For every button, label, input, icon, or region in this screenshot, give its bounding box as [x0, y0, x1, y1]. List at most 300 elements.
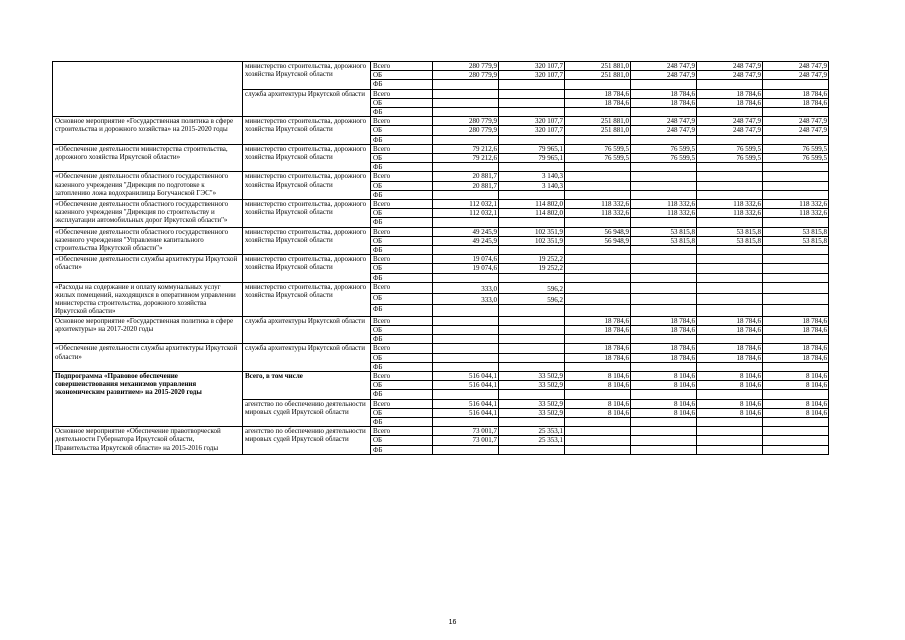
amount-cell: 3 140,3	[499, 172, 565, 181]
amount-cell: 516 044,1	[433, 408, 499, 417]
amount-cell	[499, 246, 565, 255]
amount-cell	[763, 282, 829, 293]
amount-cell: 596,2	[499, 282, 565, 293]
measure-name-cell: «Обеспечение деятельности службы архитектуры Иркутской области»	[53, 344, 243, 372]
funding-source-cell: ФБ	[371, 80, 433, 89]
amount-cell: 248 747,9	[631, 117, 697, 126]
budget-table-body	[53, 62, 829, 455]
funding-source-cell: ФБ	[371, 362, 433, 371]
amount-cell	[763, 135, 829, 144]
funding-source-cell: ФБ	[371, 445, 433, 454]
amount-cell: 248 747,9	[763, 71, 829, 80]
page-number: 16	[448, 619, 457, 626]
amount-cell	[763, 294, 829, 305]
funding-source-cell: ОБ	[371, 353, 433, 362]
amount-cell	[565, 264, 631, 273]
amount-cell	[433, 335, 499, 344]
amount-cell: 53 815,8	[697, 227, 763, 236]
amount-cell	[697, 172, 763, 181]
measure-name-cell: «Обеспечение деятельности областного государственного казенного учреждения "Управление капитального строительства Иркутской области"»	[53, 227, 243, 255]
amount-cell: 118 332,6	[697, 200, 763, 209]
amount-cell: 76 599,5	[565, 144, 631, 153]
amount-cell: 76 599,5	[763, 144, 829, 153]
amount-cell: 33 502,9	[499, 381, 565, 390]
amount-cell: 49 245,9	[433, 227, 499, 236]
amount-cell: 18 784,6	[565, 325, 631, 334]
amount-cell	[499, 316, 565, 325]
amount-cell	[763, 436, 829, 445]
amount-cell	[763, 305, 829, 316]
amount-cell: 280 779,9	[433, 62, 499, 71]
amount-cell: 76 599,5	[565, 154, 631, 163]
amount-cell	[499, 325, 565, 334]
amount-cell: 73 001,7	[433, 427, 499, 436]
amount-cell	[763, 273, 829, 282]
amount-cell	[697, 362, 763, 371]
amount-cell: 18 784,6	[697, 98, 763, 107]
amount-cell: 3 140,3	[499, 181, 565, 190]
amount-cell: 118 332,6	[631, 209, 697, 218]
amount-cell: 18 784,6	[631, 98, 697, 107]
amount-cell: 8 104,6	[763, 371, 829, 380]
amount-cell: 102 351,9	[499, 227, 565, 236]
amount-cell: 8 104,6	[697, 371, 763, 380]
amount-cell	[565, 436, 631, 445]
amount-cell	[697, 190, 763, 199]
amount-cell: 8 104,6	[565, 399, 631, 408]
amount-cell	[697, 80, 763, 89]
amount-cell	[631, 80, 697, 89]
amount-cell	[631, 294, 697, 305]
amount-cell	[763, 80, 829, 89]
amount-cell: 8 104,6	[565, 371, 631, 380]
amount-cell: 18 784,6	[565, 98, 631, 107]
amount-cell	[433, 218, 499, 227]
amount-cell: 25 353,1	[499, 427, 565, 436]
amount-cell	[433, 417, 499, 426]
amount-cell	[433, 190, 499, 199]
amount-cell: 596,2	[499, 294, 565, 305]
amount-cell	[763, 427, 829, 436]
funding-source-cell: ОБ	[371, 71, 433, 80]
amount-cell	[499, 89, 565, 98]
amount-cell	[565, 445, 631, 454]
funding-source-cell: Всего	[371, 227, 433, 236]
funding-source-cell: Всего	[371, 282, 433, 293]
amount-cell: 18 784,6	[565, 353, 631, 362]
amount-cell	[499, 98, 565, 107]
amount-cell: 18 784,6	[763, 89, 829, 98]
amount-cell	[565, 181, 631, 190]
amount-cell	[433, 273, 499, 282]
amount-cell: 53 815,8	[631, 227, 697, 236]
measure-name-cell: Основное мероприятие «Государственная политика в сфере архитектуры» на 2017-2020 годы	[53, 316, 243, 344]
amount-cell	[763, 172, 829, 181]
amount-cell: 118 332,6	[697, 209, 763, 218]
funding-source-cell: ФБ	[371, 335, 433, 344]
funding-source-cell: Всего	[371, 399, 433, 408]
amount-cell	[565, 255, 631, 264]
amount-cell	[697, 417, 763, 426]
amount-cell: 76 599,5	[631, 154, 697, 163]
amount-cell	[433, 344, 499, 353]
amount-cell	[433, 98, 499, 107]
amount-cell: 18 784,6	[631, 316, 697, 325]
amount-cell: 248 747,9	[631, 62, 697, 71]
amount-cell	[763, 190, 829, 199]
amount-cell	[565, 390, 631, 399]
executor-cell: служба архитектуры Иркутской области	[243, 316, 371, 344]
amount-cell: 18 784,6	[763, 98, 829, 107]
table-row	[53, 200, 829, 209]
amount-cell	[499, 218, 565, 227]
amount-cell: 56 948,9	[565, 227, 631, 236]
amount-cell: 33 502,9	[499, 399, 565, 408]
amount-cell	[763, 246, 829, 255]
amount-cell: 8 104,6	[763, 381, 829, 390]
executor-cell: министерство строительства, дорожного хозяйства Иркутской области	[243, 255, 371, 283]
table-row	[53, 282, 829, 293]
amount-cell	[565, 190, 631, 199]
amount-cell	[565, 294, 631, 305]
amount-cell: 118 332,6	[631, 200, 697, 209]
amount-cell: 8 104,6	[631, 399, 697, 408]
amount-cell: 248 747,9	[697, 117, 763, 126]
amount-cell	[433, 246, 499, 255]
amount-cell	[697, 305, 763, 316]
amount-cell: 8 104,6	[763, 399, 829, 408]
amount-cell	[697, 246, 763, 255]
amount-cell	[631, 108, 697, 117]
amount-cell: 49 245,9	[433, 236, 499, 245]
amount-cell	[433, 108, 499, 117]
funding-source-cell: ОБ	[371, 154, 433, 163]
amount-cell	[697, 264, 763, 273]
amount-cell	[763, 335, 829, 344]
amount-cell: 248 747,9	[763, 126, 829, 135]
table-row	[53, 255, 829, 264]
amount-cell: 112 032,1	[433, 200, 499, 209]
amount-cell	[433, 163, 499, 172]
amount-cell	[763, 390, 829, 399]
funding-source-cell: ОБ	[371, 181, 433, 190]
funding-source-cell: ФБ	[371, 218, 433, 227]
funding-source-cell: ОБ	[371, 98, 433, 107]
amount-cell	[763, 445, 829, 454]
table-row	[53, 427, 829, 436]
amount-cell: 56 948,9	[565, 236, 631, 245]
amount-cell: 18 784,6	[565, 89, 631, 98]
amount-cell	[433, 135, 499, 144]
amount-cell	[433, 445, 499, 454]
budget-table	[52, 61, 829, 455]
amount-cell	[565, 417, 631, 426]
amount-cell	[631, 264, 697, 273]
amount-cell	[631, 172, 697, 181]
amount-cell: 8 104,6	[697, 408, 763, 417]
amount-cell: 18 784,6	[697, 344, 763, 353]
amount-cell: 118 332,6	[763, 209, 829, 218]
amount-cell	[631, 335, 697, 344]
funding-source-cell: ОБ	[371, 381, 433, 390]
funding-source-cell: Всего	[371, 371, 433, 380]
amount-cell: 53 815,8	[631, 236, 697, 245]
funding-source-cell: ФБ	[371, 273, 433, 282]
amount-cell	[697, 108, 763, 117]
amount-cell	[631, 436, 697, 445]
funding-source-cell: Всего	[371, 144, 433, 153]
measure-name-cell: «Расходы на содержание и оплату коммунальных услуг жилых помещений, находящихся в оперативном управлении министерства строительства, дорожного хозяйства Иркутской области»	[53, 282, 243, 316]
amount-cell: 79 212,6	[433, 154, 499, 163]
amount-cell: 18 784,6	[697, 325, 763, 334]
amount-cell: 19 252,2	[499, 255, 565, 264]
amount-cell: 8 104,6	[631, 371, 697, 380]
funding-source-cell: Всего	[371, 255, 433, 264]
amount-cell: 114 802,0	[499, 209, 565, 218]
amount-cell	[565, 305, 631, 316]
amount-cell	[631, 246, 697, 255]
executor-cell: министерство строительства, дорожного хозяйства Иркутской области	[243, 62, 371, 90]
amount-cell	[631, 390, 697, 399]
amount-cell	[631, 417, 697, 426]
executor-cell: министерство строительства, дорожного хозяйства Иркутской области	[243, 144, 371, 172]
funding-source-cell: Всего	[371, 172, 433, 181]
amount-cell: 333,0	[433, 282, 499, 293]
executor-cell: министерство строительства, дорожного хозяйства Иркутской области	[243, 200, 371, 228]
amount-cell: 8 104,6	[565, 381, 631, 390]
amount-cell	[697, 445, 763, 454]
executor-cell: министерство строительства, дорожного хозяйства Иркутской области	[243, 117, 371, 145]
budget-table-sheet	[52, 61, 828, 455]
amount-cell: 8 104,6	[763, 408, 829, 417]
amount-cell	[631, 427, 697, 436]
amount-cell: 280 779,9	[433, 71, 499, 80]
amount-cell: 76 599,5	[763, 154, 829, 163]
table-row	[53, 172, 829, 181]
amount-cell	[499, 344, 565, 353]
funding-source-cell: Всего	[371, 427, 433, 436]
amount-cell: 118 332,6	[565, 209, 631, 218]
amount-cell: 8 104,6	[697, 381, 763, 390]
amount-cell: 248 747,9	[631, 71, 697, 80]
amount-cell: 79 212,6	[433, 144, 499, 153]
table-row	[53, 316, 829, 325]
measure-name-cell: «Обеспечение деятельности областного государственного казенного учреждения "Дирекция по строительству и эксплуатации автомобильных дорог Иркутской области"»	[53, 200, 243, 228]
executor-cell: служба архитектуры Иркутской области	[243, 344, 371, 372]
amount-cell	[565, 172, 631, 181]
amount-cell: 8 104,6	[631, 381, 697, 390]
funding-source-cell: ОБ	[371, 436, 433, 445]
amount-cell	[499, 305, 565, 316]
amount-cell: 516 044,1	[433, 381, 499, 390]
amount-cell	[697, 181, 763, 190]
measure-name-cell: «Обеспечение деятельности областного государственного казенного учреждения "Дирекция по подготовке к затоплению ложа водохранилища Богучанской ГЭС"»	[53, 172, 243, 200]
amount-cell	[697, 255, 763, 264]
amount-cell: 18 784,6	[565, 344, 631, 353]
amount-cell: 248 747,9	[763, 62, 829, 71]
amount-cell	[631, 190, 697, 199]
executor-cell: Всего, в том числе	[243, 371, 371, 399]
measure-name-cell: Основное мероприятие «Обеспечение правотворческой деятельности Губернатора Иркутской области, Правительства Иркутской области» на 2015-2016 годы	[53, 427, 243, 455]
funding-source-cell: Всего	[371, 200, 433, 209]
amount-cell	[433, 325, 499, 334]
amount-cell: 251 881,0	[565, 126, 631, 135]
amount-cell: 118 332,6	[763, 200, 829, 209]
amount-cell	[697, 163, 763, 172]
amount-cell	[433, 89, 499, 98]
funding-source-cell: ОБ	[371, 264, 433, 273]
amount-cell	[763, 417, 829, 426]
funding-source-cell: ФБ	[371, 108, 433, 117]
amount-cell: 251 881,0	[565, 62, 631, 71]
amount-cell	[763, 264, 829, 273]
amount-cell	[433, 316, 499, 325]
amount-cell	[631, 163, 697, 172]
amount-cell	[631, 445, 697, 454]
amount-cell	[763, 255, 829, 264]
amount-cell: 33 502,9	[499, 371, 565, 380]
measure-name-cell: Подпрограмма «Правовое обеспечение совершенствования механизмов управления экономическим развитием» на 2015-2020 годы	[53, 371, 243, 426]
amount-cell	[697, 294, 763, 305]
amount-cell: 18 784,6	[697, 353, 763, 362]
amount-cell: 18 784,6	[631, 344, 697, 353]
amount-cell: 18 784,6	[763, 316, 829, 325]
amount-cell: 320 107,7	[499, 71, 565, 80]
amount-cell	[499, 108, 565, 117]
amount-cell: 18 784,6	[697, 316, 763, 325]
amount-cell: 76 599,5	[697, 144, 763, 153]
executor-cell: служба архитектуры Иркутской области	[243, 89, 371, 117]
amount-cell: 25 353,1	[499, 436, 565, 445]
amount-cell	[631, 305, 697, 316]
amount-cell	[631, 273, 697, 282]
amount-cell	[433, 353, 499, 362]
amount-cell: 18 784,6	[763, 325, 829, 334]
amount-cell: 251 881,0	[565, 117, 631, 126]
amount-cell	[631, 218, 697, 227]
amount-cell: 20 881,7	[433, 172, 499, 181]
amount-cell: 18 784,6	[763, 344, 829, 353]
amount-cell: 79 965,1	[499, 154, 565, 163]
amount-cell: 516 044,1	[433, 399, 499, 408]
amount-cell	[763, 181, 829, 190]
amount-cell: 248 747,9	[763, 117, 829, 126]
funding-source-cell: Всего	[371, 316, 433, 325]
amount-cell	[697, 390, 763, 399]
executor-cell: министерство строительства, дорожного хозяйства Иркутской области	[243, 172, 371, 200]
amount-cell	[565, 135, 631, 144]
amount-cell: 73 001,7	[433, 436, 499, 445]
amount-cell: 248 747,9	[631, 126, 697, 135]
amount-cell	[631, 255, 697, 264]
amount-cell: 18 784,6	[631, 353, 697, 362]
amount-cell	[499, 163, 565, 172]
amount-cell	[565, 246, 631, 255]
funding-source-cell: ФБ	[371, 135, 433, 144]
amount-cell: 79 965,1	[499, 144, 565, 153]
funding-source-cell: Всего	[371, 89, 433, 98]
amount-cell	[499, 190, 565, 199]
amount-cell: 53 815,8	[763, 227, 829, 236]
amount-cell: 516 044,1	[433, 371, 499, 380]
amount-cell	[697, 436, 763, 445]
amount-cell	[499, 80, 565, 89]
amount-cell: 76 599,5	[697, 154, 763, 163]
funding-source-cell: ОБ	[371, 294, 433, 305]
amount-cell	[763, 108, 829, 117]
funding-source-cell: Всего	[371, 62, 433, 71]
funding-source-cell: Всего	[371, 344, 433, 353]
measure-name-cell: «Обеспечение деятельности министерства строительства, дорожного хозяйства Иркутской области»	[53, 144, 243, 172]
amount-cell	[499, 353, 565, 362]
amount-cell	[565, 362, 631, 371]
amount-cell: 18 784,6	[565, 316, 631, 325]
amount-cell: 118 332,6	[565, 200, 631, 209]
amount-cell	[565, 218, 631, 227]
amount-cell	[499, 390, 565, 399]
funding-source-cell: ОБ	[371, 236, 433, 245]
amount-cell	[499, 135, 565, 144]
amount-cell: 102 351,9	[499, 236, 565, 245]
funding-source-cell: ФБ	[371, 417, 433, 426]
amount-cell	[763, 362, 829, 371]
amount-cell	[499, 335, 565, 344]
amount-cell	[565, 427, 631, 436]
amount-cell	[565, 163, 631, 172]
funding-source-cell: ОБ	[371, 408, 433, 417]
amount-cell: 112 032,1	[433, 209, 499, 218]
amount-cell: 280 779,9	[433, 117, 499, 126]
amount-cell: 114 802,0	[499, 200, 565, 209]
executor-cell: агентство по обеспечению деятельности мировых судей Иркутской области	[243, 399, 371, 427]
funding-source-cell: ФБ	[371, 163, 433, 172]
amount-cell	[763, 218, 829, 227]
amount-cell: 8 104,6	[697, 399, 763, 408]
funding-source-cell: ФБ	[371, 190, 433, 199]
amount-cell	[565, 335, 631, 344]
amount-cell: 320 107,7	[499, 62, 565, 71]
funding-source-cell: ОБ	[371, 325, 433, 334]
table-row	[53, 371, 829, 380]
amount-cell	[697, 282, 763, 293]
amount-cell: 18 784,6	[631, 89, 697, 98]
table-row	[53, 227, 829, 236]
table-row	[53, 117, 829, 126]
amount-cell	[433, 305, 499, 316]
amount-cell	[433, 362, 499, 371]
funding-source-cell: ФБ	[371, 390, 433, 399]
amount-cell: 8 104,6	[565, 408, 631, 417]
amount-cell: 18 784,6	[631, 325, 697, 334]
funding-source-cell: ФБ	[371, 305, 433, 316]
amount-cell	[631, 282, 697, 293]
amount-cell	[565, 273, 631, 282]
amount-cell: 19 074,6	[433, 255, 499, 264]
measure-name-cell	[53, 62, 243, 117]
amount-cell	[499, 445, 565, 454]
amount-cell: 248 747,9	[697, 71, 763, 80]
funding-source-cell: Всего	[371, 117, 433, 126]
measure-name-cell: «Обеспечение деятельности службы архитектуры Иркутской области»	[53, 255, 243, 283]
amount-cell	[565, 108, 631, 117]
amount-cell: 20 881,7	[433, 181, 499, 190]
amount-cell: 19 074,6	[433, 264, 499, 273]
amount-cell	[631, 135, 697, 144]
amount-cell: 53 815,8	[763, 236, 829, 245]
amount-cell	[499, 417, 565, 426]
amount-cell: 53 815,8	[697, 236, 763, 245]
amount-cell: 18 784,6	[763, 353, 829, 362]
